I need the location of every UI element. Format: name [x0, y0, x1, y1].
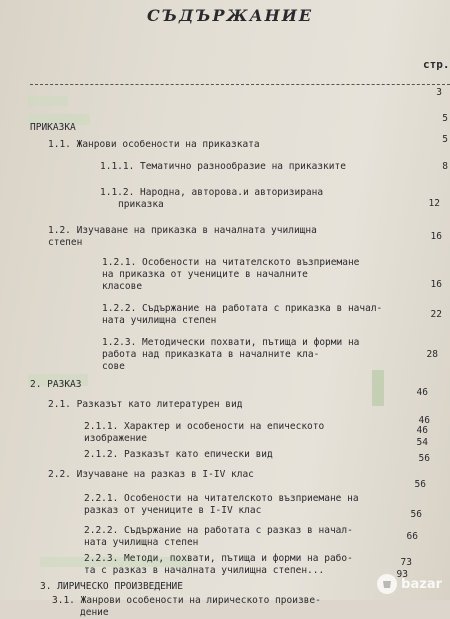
bazar-logo-icon	[377, 574, 397, 594]
toc-page-number: 16	[430, 231, 442, 242]
toc-entry: 3. ЛИРИЧЕСКО ПРОИЗВЕДЕНИЕ	[40, 581, 183, 592]
toc-entry: 2. РАЗКАЗ	[30, 379, 82, 390]
toc-page-number: 73	[400, 557, 412, 568]
toc-page-number: 66	[406, 531, 418, 542]
toc-page-number: 46	[416, 425, 428, 436]
toc-entry: 3.1. Жанрови особености на лирическото произве-	[52, 595, 321, 606]
toc-entry: 1.2.3. Методически похвати, пътища и форми на	[102, 337, 360, 348]
toc-page-number: 54	[416, 437, 428, 448]
toc-entry: 2.1. Разказът като литературен вид	[48, 399, 243, 410]
toc-entry: 1.2. Изучаване на приказка в началната училищна	[48, 225, 317, 236]
toc-entry: степен	[48, 237, 83, 248]
toc-page-number: 22	[430, 309, 442, 320]
toc-page-number: 3	[436, 87, 442, 98]
toc-entry: разказ от учениците в I-IV клас	[84, 505, 262, 516]
toc-entry: на приказка от учениците в началните	[102, 269, 308, 280]
toc-entry: 1.1.1. Тематично разнообразие на приказките	[100, 161, 346, 172]
toc-entry: ната училищна степен	[84, 537, 199, 548]
toc-entry: дение	[80, 607, 109, 618]
toc-heading: СЪДЪРЖАНИЕ	[146, 6, 314, 25]
toc-page-number: 28	[426, 349, 438, 360]
toc-entry: 1.1. Жанрови особености на приказката	[48, 139, 260, 150]
toc-page-number: 5	[442, 113, 448, 124]
toc-page-number: 5	[442, 134, 448, 145]
toc-entry: 1.2.2. Съдържание на работата с приказка в начал-	[102, 303, 383, 314]
toc-entry: 2.2.1. Особености на читателското възприемане на	[84, 493, 359, 504]
toc-page-number: 56	[414, 479, 426, 490]
toc-page-number: 46	[418, 415, 430, 426]
toc-entry: ната училищна степен	[102, 315, 217, 326]
toc-page-number: 93	[396, 569, 408, 580]
highlight-mark	[372, 370, 384, 406]
toc-page-number: 16	[430, 279, 442, 290]
toc-entry: 2.2. Изучаване на разказ в I-IV клас	[48, 469, 254, 480]
toc-entry: 2.1.1. Характер и особености на епическото	[84, 421, 325, 432]
divider	[30, 84, 450, 86]
toc-entry: работа над приказката в началните кла-	[102, 349, 320, 360]
toc-page-number: 8	[442, 161, 448, 172]
toc-entry: 1.2.1. Особености на читателското възприемане	[102, 257, 360, 268]
toc-page-number: 56	[418, 453, 430, 464]
toc-entry: та с разказ в началната училищна степен...	[84, 565, 325, 576]
toc-entry: 2.2.2. Съдържание на работата с разказ в начал-	[84, 525, 353, 536]
toc-page-number: 46	[416, 387, 428, 398]
toc-entry: 2.2.3. Методи, похвати, пътища и форми на рабо-	[84, 553, 353, 564]
toc-page-number: 12	[428, 198, 440, 209]
toc-entry: 1.1.2. Народна, авторова.и авторизирана	[100, 187, 324, 198]
toc-entry: ПРИКАЗКА	[30, 122, 76, 133]
toc-entry: 2.1.2. Разказът като епически вид	[84, 449, 273, 460]
watermark	[377, 574, 442, 594]
toc-entry: изображение	[84, 433, 147, 444]
toc-entry: приказка	[118, 199, 164, 210]
page-column-label: стр.	[423, 58, 450, 71]
toc-entry: класове	[102, 281, 143, 292]
toc-page-number: 56	[410, 509, 422, 520]
watermark-text: bazar	[401, 576, 442, 592]
highlight-mark	[28, 96, 68, 106]
toc-entry: сове	[102, 361, 125, 372]
